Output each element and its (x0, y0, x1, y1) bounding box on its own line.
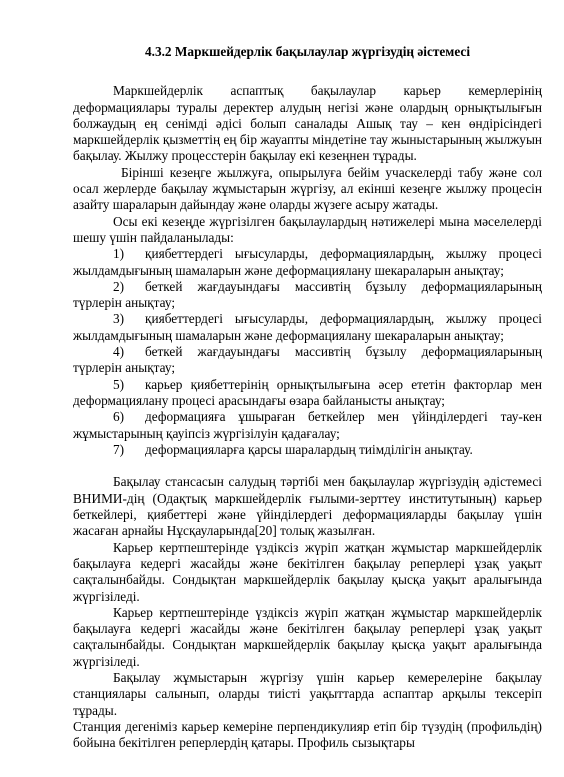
list-item-text: деформацияларға қарсы шаралардың тиімділігін анықтау. (145, 441, 473, 457)
stages-paragraph: Бірінші кезеңге жылжуға, опырылуға бейім учаскелерді табу және сол осал жерлерде бақылау жұмыстарын жүргізу, ал екінші кезеңге жылжу процесін азайту шараларын дайындау және оларды жүзеге асыру жатады. (73, 164, 542, 213)
list-item-number: 1) (113, 246, 125, 262)
intro-paragraph: Маркшейдерлік аспаптық бақылаулар карьер кемерлерінің деформациялары туралы деректер алудың негізі және олардың орнықтылығын болжаудың ең сенімді әдісі болып саналады Ашық тау – кен өндірісіндегі маркшейдерлік қызметтің ең бір жауапты міндетіне тау жыныстарының жылжуын бақылау. Жылжу процесстерін бақылау екі кезеңнен тұрады. (73, 83, 542, 164)
list-item (73, 279, 542, 312)
list-item-number: 6) (113, 409, 125, 425)
list-item-text: беткей жағдауындағы массивтің бұзылу деформацияларының түрлерін анықтау; (73, 278, 542, 311)
list-item (73, 311, 542, 344)
list-item (73, 377, 542, 410)
results-intro-paragraph: Осы екі кезеңде жүргізілген бақылаулардың нәтижелері мына мәселелерді шешу үшін пайдаланылады: (73, 213, 542, 245)
list-item-number: 2) (113, 278, 125, 294)
list-item-text: қиябеттердегі ығысуларды, деформациялардың, жылжу процесі жылдамдығының шамаларын және деформациялану шекараларын анықтау; (73, 311, 542, 343)
continuous-work-paragraph: Карьер кертпештерінде үздіксіз жүріп жатқан жұмыстар маркшейдерлік бақылауға кедергі жасайды және бекітілген бақылау реперлері ұзақ уақыт сақталынбайды. Сондықтан маркшейдерлік бақылау қысқа уақыт аралығында жүргізіледі. (73, 539, 542, 604)
list-item (73, 442, 542, 458)
list-item-text: беткей жағдауындағы массивтің бұзылу деформацияларының түрлерін анықтау; (73, 344, 542, 376)
list-item-text: карьер қиябеттерінің орнықтылығына әсер ететін факторлар мен деформациялану процесі арасындағы өзара байланысты анықтау; (73, 376, 542, 408)
list-item-text: қиябеттердегі ығысуларды, деформациялардың, жылжу процесі жылдамдығының шамаларын және деформациялану шекараларын анықтау; (73, 246, 542, 278)
list-item-number: 5) (113, 376, 125, 392)
stations-paragraph: Бақылау жұмыстарын жүргізу үшін карьер кемерелеріне бақылау станциялары салынып, оларды тиісті уақыттарда аспаптар арқылы тексеріп тұрады. (73, 669, 542, 718)
section-heading: 4.3.2 Маркшейдерлік бақылаулар жүргізудің әістемесі (144, 44, 471, 59)
results-list (73, 246, 542, 458)
blank-line (73, 458, 542, 474)
continuous-work-paragraph-repeat: Карьер кертпештерінде үздіксіз жүріп жатқан жұмыстар маркшейдерлік бақылауға кедергі жасайды және бекітілген бақылау реперлері ұзақ уақыт сақталынбайды. Сондықтан маркшейдерлік бақылау қысқа уақыт аралығында жүргізіледі. (73, 604, 542, 669)
list-item (73, 344, 542, 377)
definition-paragraph: Станция дегеніміз карьер кемеріне перпендикулияр етіп бір түзудің (профильдің) бойына бекітілген реперлердің қатары. Профиль сызықтары (73, 718, 542, 751)
list-item-text: деформацияға ұшыраған беткейлер мен үйінділердегі тау-кен жұмыстарының қауіпсіз жүргізілуін қадағалау; (73, 409, 542, 441)
station-paragraph: Бақылау стансасын салудың тәртібі мен бақылаулар жүргізудің әдістемесі ВНИМИ-дің (Одақтық маркшейдерлік ғылыми-зерттеу институтының) карьер беткейлері, қиябеттері және үйінділердегі деформацияларды бақылау үшін жасаған арнайы Нұсқауларында[20] толық жазылған. (73, 474, 542, 539)
list-item (73, 246, 542, 279)
list-item-number: 3) (113, 311, 125, 327)
list-item (73, 409, 542, 442)
list-item-number: 4) (113, 344, 125, 360)
list-item-number: 7) (113, 441, 125, 457)
